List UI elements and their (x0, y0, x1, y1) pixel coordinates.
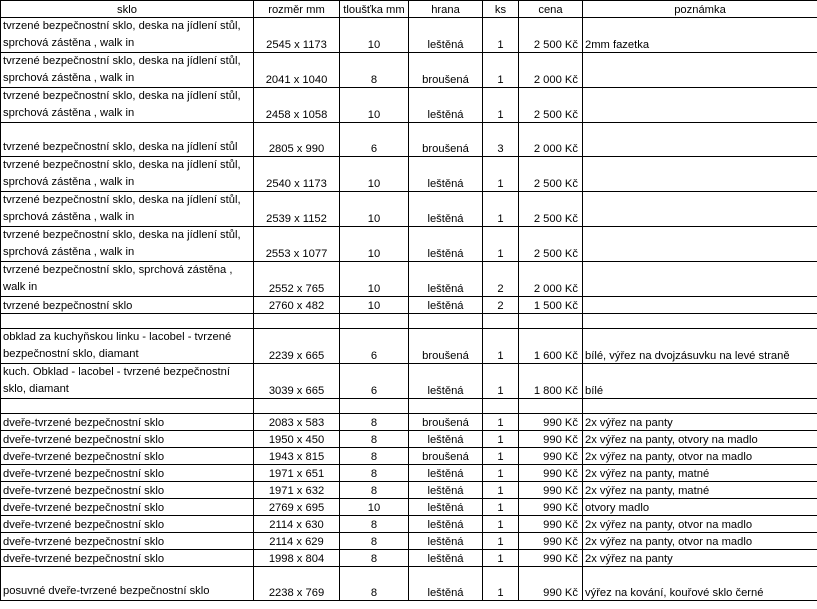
cell-sklo[interactable]: dveře-tvrzené bezpečnostní sklo (1, 516, 254, 533)
cell-cena[interactable]: 2 000 Kč (519, 53, 583, 88)
cell-ks[interactable] (483, 314, 519, 329)
cell-rozmer[interactable]: 2769 x 695 (254, 499, 340, 516)
cell-hrana[interactable]: leštěná (409, 157, 483, 192)
cell-sklo[interactable]: kuch. Obklad - lacobel - tvrzené bezpečnostní sklo, diamant (1, 364, 254, 399)
cell-sklo[interactable]: dveře-tvrzené bezpečnostní sklo (1, 533, 254, 550)
table-row (1, 157, 817, 192)
cell-rozmer[interactable]: 1998 x 804 (254, 550, 340, 567)
cell-rozmer[interactable]: 2805 x 990 (254, 123, 340, 157)
cell-poznamka[interactable]: 2mm fazetka (583, 18, 817, 53)
cell-ks[interactable]: 1 (483, 431, 519, 448)
cell-sklo[interactable]: tvrzené bezpečnostní sklo, deska na jídlení stůl, sprchová zástěna , walk in (1, 192, 254, 227)
cell-hrana[interactable]: leštěná (409, 88, 483, 123)
cell-hrana[interactable]: broušená (409, 448, 483, 465)
cell-poznamka[interactable]: 2x výřez na panty, matné (583, 465, 817, 482)
cell-ks[interactable] (483, 399, 519, 414)
cell-hrana[interactable] (409, 314, 483, 329)
cell-cena[interactable]: 990 Kč (519, 567, 583, 601)
cell-rozmer[interactable] (254, 399, 340, 414)
cell-tloustka[interactable]: 8 (340, 516, 409, 533)
cell-cena[interactable]: 990 Kč (519, 533, 583, 550)
cell-poznamka[interactable]: bílé (583, 364, 817, 399)
cell-cena[interactable]: 990 Kč (519, 550, 583, 567)
table-row (1, 262, 817, 297)
cell-rozmer[interactable]: 2458 x 1058 (254, 88, 340, 123)
cell-poznamka[interactable] (583, 157, 817, 192)
cell-tloustka[interactable]: 8 (340, 482, 409, 499)
cell-cena[interactable]: 2 500 Kč (519, 227, 583, 262)
cell-sklo[interactable]: tvrzené bezpečnostní sklo, deska na jídlení stůl, sprchová zástěna , walk in (1, 18, 254, 53)
cell-tloustka[interactable]: 10 (340, 192, 409, 227)
cell-cena[interactable]: 990 Kč (519, 431, 583, 448)
cell-rozmer[interactable]: 2553 x 1077 (254, 227, 340, 262)
cell-hrana[interactable] (409, 399, 483, 414)
cell-poznamka[interactable] (583, 192, 817, 227)
cell-sklo[interactable]: tvrzené bezpečnostní sklo, sprchová zástěna , walk in (1, 262, 254, 297)
cell-hrana[interactable]: broušená (409, 329, 483, 364)
cell-rozmer[interactable]: 1971 x 651 (254, 465, 340, 482)
cell-hrana[interactable]: leštěná (409, 533, 483, 550)
cell-tloustka[interactable]: 6 (340, 123, 409, 157)
cell-rozmer[interactable]: 1950 x 450 (254, 431, 340, 448)
cell-ks[interactable]: 1 (483, 227, 519, 262)
header-poznamka[interactable]: poznámka (583, 1, 817, 18)
cell-sklo[interactable]: tvrzené bezpečnostní sklo, deska na jídlení stůl (1, 123, 254, 157)
cell-rozmer[interactable]: 2552 x 765 (254, 262, 340, 297)
table-row (1, 414, 817, 431)
cell-hrana[interactable]: leštěná (409, 567, 483, 601)
cell-hrana[interactable]: leštěná (409, 499, 483, 516)
cell-cena[interactable]: 990 Kč (519, 482, 583, 499)
cell-rozmer[interactable] (254, 314, 340, 329)
cell-sklo[interactable]: dveře-tvrzené bezpečnostní sklo (1, 448, 254, 465)
cell-tloustka[interactable]: 8 (340, 465, 409, 482)
cell-tloustka[interactable] (340, 399, 409, 414)
cell-rozmer[interactable]: 3039 x 665 (254, 364, 340, 399)
cell-tloustka[interactable]: 8 (340, 53, 409, 88)
cell-poznamka[interactable] (583, 53, 817, 88)
cell-poznamka[interactable]: 2x výřez na panty, otvor na madlo (583, 516, 817, 533)
cell-tloustka[interactable] (340, 314, 409, 329)
cell-ks[interactable]: 1 (483, 550, 519, 567)
cell-ks[interactable]: 1 (483, 465, 519, 482)
cell-ks[interactable]: 2 (483, 297, 519, 314)
cell-sklo[interactable]: tvrzené bezpečnostní sklo (1, 297, 254, 314)
cell-tloustka[interactable]: 8 (340, 431, 409, 448)
table-row (1, 297, 817, 314)
cell-hrana[interactable]: broušená (409, 123, 483, 157)
cell-poznamka[interactable] (583, 227, 817, 262)
cell-tloustka[interactable]: 10 (340, 499, 409, 516)
table-row (1, 516, 817, 533)
cell-ks[interactable]: 1 (483, 88, 519, 123)
cell-sklo[interactable]: obklad za kuchyňskou linku - lacobel - tvrzené bezpečnostní sklo, diamant (1, 329, 254, 364)
cell-sklo[interactable]: tvrzené bezpečnostní sklo, deska na jídlení stůl, sprchová zástěna , walk in (1, 53, 254, 88)
cell-cena[interactable]: 2 500 Kč (519, 157, 583, 192)
table-row (1, 550, 817, 567)
cell-rozmer[interactable]: 2238 x 769 (254, 567, 340, 601)
header-row (1, 1, 817, 18)
cell-sklo[interactable]: tvrzené bezpečnostní sklo, deska na jídlení stůl, sprchová zástěna , walk in (1, 157, 254, 192)
cell-sklo[interactable]: dveře-tvrzené bezpečnostní sklo (1, 465, 254, 482)
cell-cena[interactable]: 1 600 Kč (519, 329, 583, 364)
table-row (1, 123, 817, 157)
cell-tloustka[interactable]: 10 (340, 18, 409, 53)
cell-rozmer[interactable]: 2083 x 583 (254, 414, 340, 431)
cell-cena[interactable]: 990 Kč (519, 499, 583, 516)
table-row (1, 53, 817, 88)
cell-ks[interactable]: 1 (483, 53, 519, 88)
table-row (1, 18, 817, 53)
cell-poznamka[interactable]: 2x výřez na panty, otvor na madlo (583, 448, 817, 465)
table-row (1, 88, 817, 123)
cell-poznamka[interactable] (583, 297, 817, 314)
cell-ks[interactable]: 1 (483, 157, 519, 192)
cell-hrana[interactable]: leštěná (409, 482, 483, 499)
cell-cena[interactable]: 2 000 Kč (519, 262, 583, 297)
cell-cena[interactable]: 2 500 Kč (519, 192, 583, 227)
cell-ks[interactable]: 1 (483, 499, 519, 516)
cell-ks[interactable]: 3 (483, 123, 519, 157)
header-rozmer[interactable]: rozměr mm (254, 1, 340, 18)
cell-tloustka[interactable]: 10 (340, 227, 409, 262)
cell-sklo[interactable]: dveře-tvrzené bezpečnostní sklo (1, 499, 254, 516)
cell-ks[interactable]: 1 (483, 364, 519, 399)
cell-rozmer[interactable]: 2545 x 1173 (254, 18, 340, 53)
cell-tloustka[interactable]: 10 (340, 157, 409, 192)
cell-hrana[interactable]: broušená (409, 53, 483, 88)
cell-tloustka[interactable]: 8 (340, 414, 409, 431)
header-hrana[interactable]: hrana (409, 1, 483, 18)
cell-rozmer[interactable]: 2041 x 1040 (254, 53, 340, 88)
cell-hrana[interactable]: leštěná (409, 192, 483, 227)
cell-hrana[interactable]: leštěná (409, 550, 483, 567)
cell-cena[interactable]: 990 Kč (519, 465, 583, 482)
cell-ks[interactable]: 1 (483, 482, 519, 499)
cell-rozmer[interactable]: 2114 x 629 (254, 533, 340, 550)
cell-poznamka[interactable]: výřez na kování, kouřové sklo černé (583, 567, 817, 601)
cell-ks[interactable]: 2 (483, 262, 519, 297)
cell-tloustka[interactable]: 10 (340, 297, 409, 314)
cell-cena[interactable] (519, 399, 583, 414)
cell-tloustka[interactable]: 6 (340, 364, 409, 399)
table-row (1, 192, 817, 227)
cell-hrana[interactable]: broušená (409, 414, 483, 431)
cell-ks[interactable]: 1 (483, 414, 519, 431)
cell-poznamka[interactable]: 2x výřez na panty (583, 550, 817, 567)
cell-sklo[interactable] (1, 314, 254, 329)
cell-tloustka[interactable]: 10 (340, 262, 409, 297)
cell-tloustka[interactable]: 8 (340, 550, 409, 567)
cell-sklo[interactable]: tvrzené bezpečnostní sklo, deska na jídlení stůl, sprchová zástěna , walk in (1, 227, 254, 262)
table-row (1, 448, 817, 465)
table-row (1, 465, 817, 482)
cell-rozmer[interactable]: 2239 x 665 (254, 329, 340, 364)
cell-rozmer[interactable]: 2760 x 482 (254, 297, 340, 314)
table-row (1, 482, 817, 499)
table-row (1, 227, 817, 262)
cell-tloustka[interactable]: 8 (340, 567, 409, 601)
cell-cena[interactable]: 1 500 Kč (519, 297, 583, 314)
cell-cena[interactable]: 1 800 Kč (519, 364, 583, 399)
cell-hrana[interactable]: leštěná (409, 262, 483, 297)
table-row-blank (1, 399, 817, 414)
cell-poznamka[interactable]: bílé, výřez na dvojzásuvku na levé straně (583, 329, 817, 364)
cell-tloustka[interactable]: 8 (340, 448, 409, 465)
cell-cena[interactable]: 990 Kč (519, 516, 583, 533)
cell-ks[interactable]: 1 (483, 329, 519, 364)
cell-sklo[interactable] (1, 399, 254, 414)
cell-cena[interactable]: 2 500 Kč (519, 88, 583, 123)
cell-sklo[interactable]: dveře-tvrzené bezpečnostní sklo (1, 431, 254, 448)
cell-sklo[interactable]: dveře-tvrzené bezpečnostní sklo (1, 550, 254, 567)
cell-poznamka[interactable] (583, 314, 817, 329)
cell-sklo[interactable]: dveře-tvrzené bezpečnostní sklo (1, 482, 254, 499)
cell-cena[interactable]: 2 500 Kč (519, 18, 583, 53)
cell-poznamka[interactable]: 2x výřez na panty, otvory na madlo (583, 431, 817, 448)
cell-rozmer[interactable]: 2114 x 630 (254, 516, 340, 533)
cell-cena[interactable]: 990 Kč (519, 414, 583, 431)
cell-ks[interactable]: 1 (483, 567, 519, 601)
cell-tloustka[interactable]: 10 (340, 88, 409, 123)
cell-hrana[interactable]: leštěná (409, 516, 483, 533)
table-row (1, 329, 817, 364)
cell-hrana[interactable]: leštěná (409, 364, 483, 399)
table-row (1, 567, 817, 601)
cell-ks[interactable]: 1 (483, 192, 519, 227)
cell-hrana[interactable]: leštěná (409, 465, 483, 482)
cell-sklo[interactable]: posuvné dveře-tvrzené bezpečnostní sklo (1, 567, 254, 601)
cell-poznamka[interactable] (583, 88, 817, 123)
cell-poznamka[interactable]: 2x výřez na panty, matné (583, 482, 817, 499)
cell-poznamka[interactable] (583, 123, 817, 157)
cell-cena[interactable]: 990 Kč (519, 448, 583, 465)
table-row (1, 533, 817, 550)
header-sklo[interactable]: sklo (1, 1, 254, 18)
header-tloustka[interactable]: tloušťka mm (340, 1, 409, 18)
cell-cena[interactable] (519, 314, 583, 329)
cell-poznamka[interactable]: 2x výřez na panty, otvor na madlo (583, 533, 817, 550)
cell-tloustka[interactable]: 6 (340, 329, 409, 364)
cell-hrana[interactable]: leštěná (409, 431, 483, 448)
cell-ks[interactable]: 1 (483, 533, 519, 550)
cell-poznamka[interactable]: otvory madlo (583, 499, 817, 516)
cell-poznamka[interactable]: 2x výřez na panty (583, 414, 817, 431)
cell-sklo[interactable]: dveře-tvrzené bezpečnostní sklo (1, 414, 254, 431)
table-row (1, 364, 817, 399)
cell-rozmer[interactable]: 1971 x 632 (254, 482, 340, 499)
cell-hrana[interactable]: leštěná (409, 227, 483, 262)
cell-ks[interactable]: 1 (483, 448, 519, 465)
table-row-blank (1, 314, 817, 329)
cell-poznamka[interactable] (583, 262, 817, 297)
table-row (1, 499, 817, 516)
cell-rozmer[interactable]: 2539 x 1152 (254, 192, 340, 227)
header-ks[interactable]: ks (483, 1, 519, 18)
cell-rozmer[interactable]: 1943 x 815 (254, 448, 340, 465)
cell-hrana[interactable]: leštěná (409, 18, 483, 53)
cell-ks[interactable]: 1 (483, 18, 519, 53)
header-cena[interactable]: cena (519, 1, 583, 18)
cell-cena[interactable]: 2 000 Kč (519, 123, 583, 157)
cell-poznamka[interactable] (583, 399, 817, 414)
cell-tloustka[interactable]: 8 (340, 533, 409, 550)
cell-hrana[interactable]: leštěná (409, 297, 483, 314)
table-row (1, 431, 817, 448)
cell-rozmer[interactable]: 2540 x 1173 (254, 157, 340, 192)
cell-ks[interactable]: 1 (483, 516, 519, 533)
cell-sklo[interactable]: tvrzené bezpečnostní sklo, deska na jídlení stůl, sprchová zástěna , walk in (1, 88, 254, 123)
